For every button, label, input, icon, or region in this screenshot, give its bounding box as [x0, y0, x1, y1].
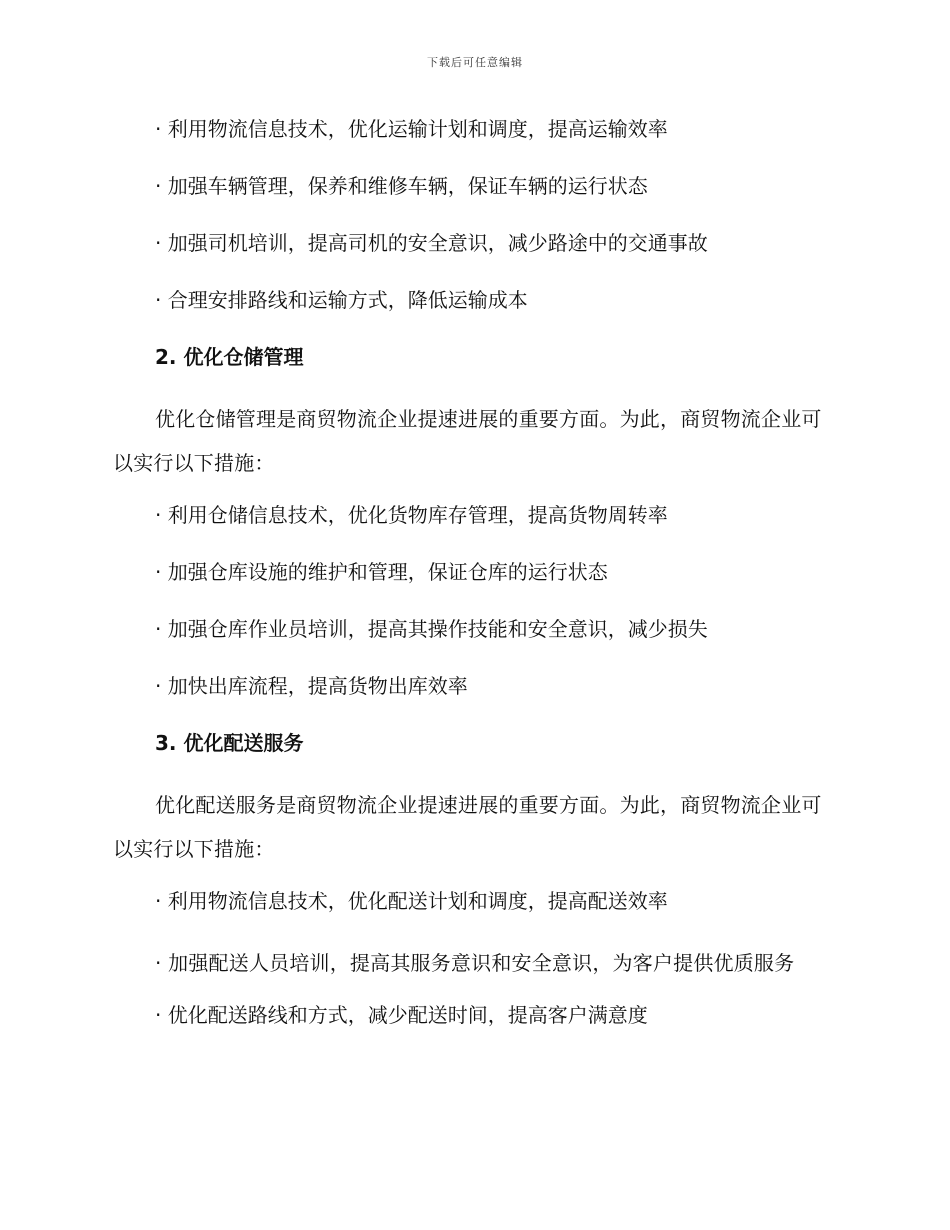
section-heading-warehouse: 2. 优化仓储管理 [155, 345, 304, 369]
warehouse-bullet: · 加强仓库设施的维护和管理，保证仓库的运行状态 [155, 560, 608, 584]
warehouse-bullet: · 加强仓库作业员培训，提高其操作技能和安全意识，减少损失 [155, 617, 708, 641]
delivery-bullet: · 利用物流信息技术，优化配送计划和调度，提高配送效率 [155, 889, 668, 913]
section-intro-delivery: 优化配送服务是商贸物流企业提速进展的重要方面。为此，商贸物流企业可以实行以下措施： [113, 793, 822, 861]
delivery-bullet: · 优化配送路线和方式，减少配送时间，提高客户满意度 [155, 1003, 648, 1027]
document-body [113, 112, 833, 1055]
warehouse-bullet: · 利用仓储信息技术，优化货物库存管理，提高货物周转率 [155, 503, 668, 527]
page-header: 下载后可任意编辑 [427, 56, 523, 69]
warehouse-bullet: · 加快出库流程，提高货物出库效率 [155, 674, 468, 698]
transport-bullet: · 加强司机培训，提高司机的安全意识，减少路途中的交通事故 [155, 231, 708, 255]
delivery-bullet-wrapped: · 加强配送人员培训，提高其服务意识和安全意识，为客户提供优质服务 [155, 951, 795, 975]
section-heading-delivery: 3. 优化配送服务 [155, 731, 304, 755]
transport-bullet: · 加强车辆管理，保养和维修车辆，保证车辆的运行状态 [155, 174, 648, 198]
transport-bullet: · 合理安排路线和运输方式，降低运输成本 [155, 288, 528, 312]
section-intro-warehouse: 优化仓储管理是商贸物流企业提速进展的重要方面。为此，商贸物流企业可以实行以下措施： [113, 407, 822, 475]
transport-bullet: · 利用物流信息技术，优化运输计划和调度，提高运输效率 [155, 117, 668, 141]
